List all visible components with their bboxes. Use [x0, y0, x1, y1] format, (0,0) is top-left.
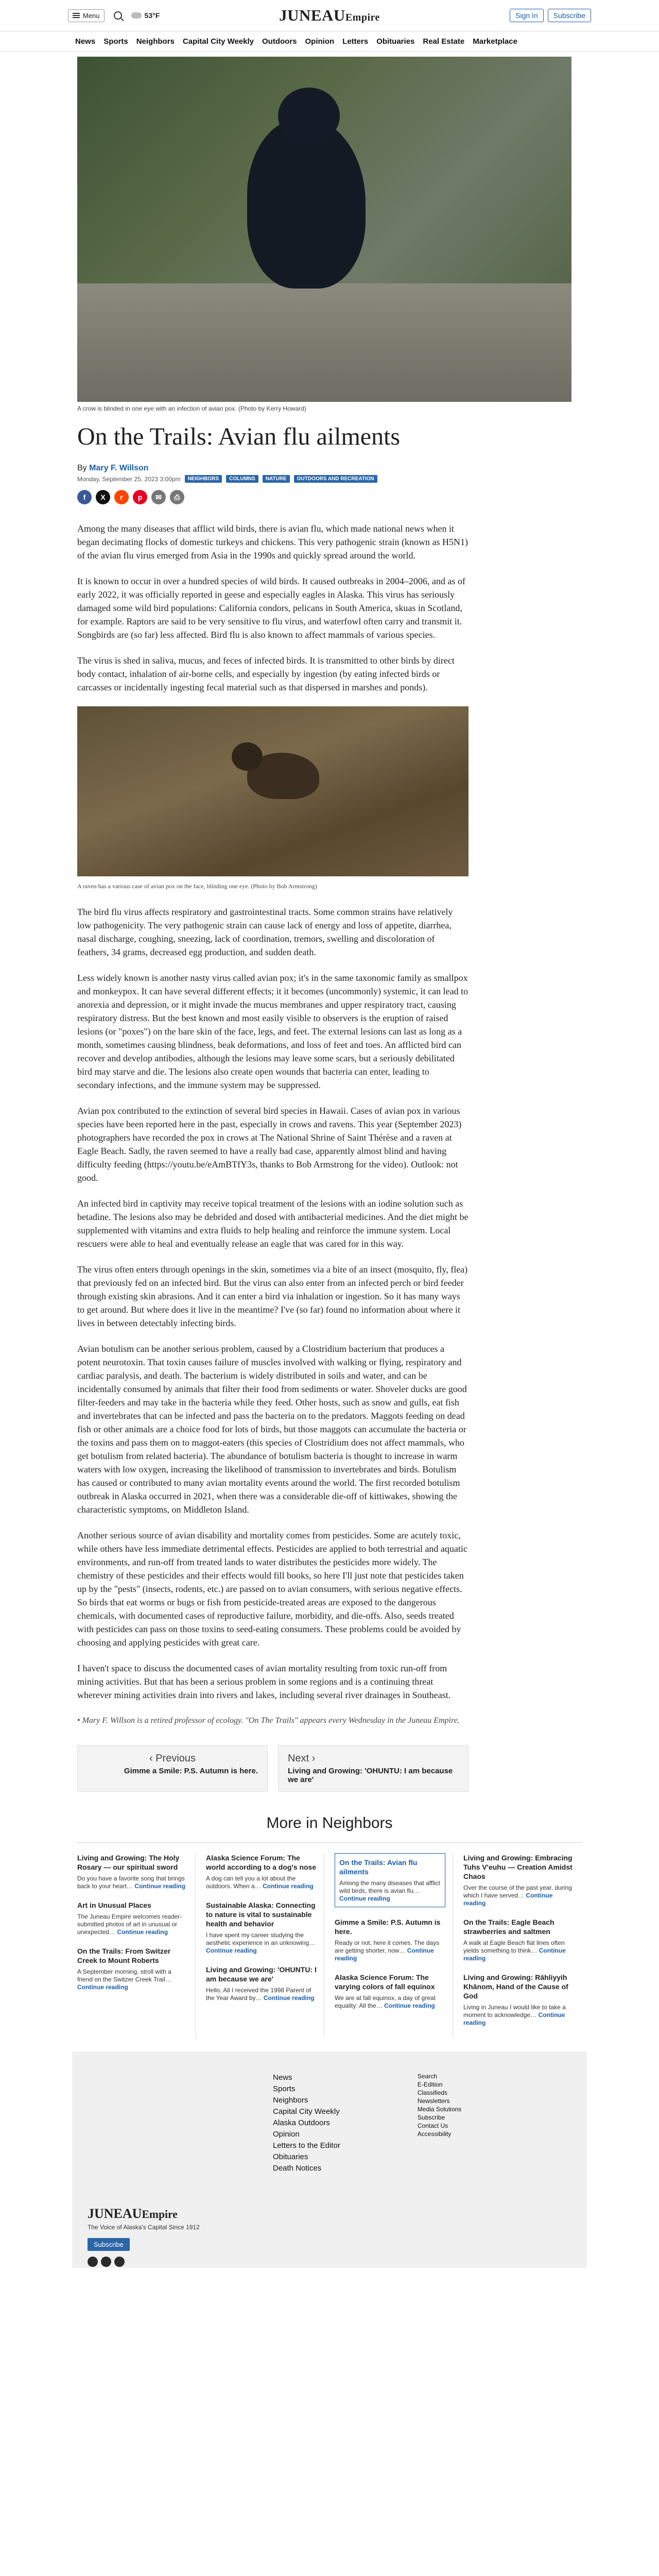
related-title[interactable]: On the Trails: Eagle Beach strawberries and saltmen [463, 1918, 554, 1936]
related-title[interactable]: Gimme a Smile: P.S. Autumn is here. [335, 1918, 441, 1936]
paragraph-group-a [77, 522, 469, 694]
related-text: A dog can tell you a lot about the outdoors. When a… [206, 1875, 296, 1890]
article-paragraph: Among the many diseases that afflict wild birds, there is avian flu, which made national news when it began decimating flocks of domestic turkeys and chickens. This very pathogenic strain (known as H5N1) of the avian flu virus emerged from Asia in the 1990s and quickly spread around the world. [77, 523, 468, 561]
related-card[interactable] [463, 1973, 575, 2027]
continue-reading-link[interactable]: Continue reading [384, 2002, 435, 2009]
x-twitter-icon[interactable] [101, 2257, 111, 2267]
photo-crow-head [278, 88, 340, 144]
tag-badge[interactable]: NEIGHBORS [185, 475, 222, 483]
related-title[interactable]: Living and Growing: Embracing Tuhs V'euhu — Creation Amidst Chaos [463, 1854, 573, 1880]
continue-reading-link[interactable]: Continue reading [263, 1883, 314, 1890]
article-paragraph: The virus is shed in saliva, mucus, and feces of infected birds. It is transmitted to other birds by direct body contact, inhalation of air-borne cells, and especially by ingestion (by eating infected birds or carcasses or incidentally ingesting fecal material such as that dispersed in marshes and ponds). [77, 655, 455, 692]
nav-item[interactable]: Obituaries [376, 37, 415, 46]
related-title[interactable]: Living and Growing: Rāhliyyih Khānom, Hand of the Cause of God [463, 1973, 568, 2000]
footer-link[interactable]: Contact Us [417, 2122, 448, 2129]
dateline [77, 475, 582, 483]
related-text: A walk at Eagle Beach flat lines often yields something to think… [463, 1939, 565, 1954]
related-text: Hello, All I received the 1998 Parent of the Year Award by… [206, 1987, 311, 2002]
sign-in-button[interactable]: Sign In [510, 9, 544, 22]
related-excerpt [77, 1875, 188, 1890]
article-paragraph: It is known to occur in over a hundred species of wild birds. It caused outbreaks in 2004–2006, and as of early 2022, it was officially reported in geese and especially eagles in Alaska. This virus has seriously damaged some wild bird populations: California condors, pelicans in South America, skuas in Scotland, for example. Raptors are said to be very sensitive to flu virus, and waterfowl often carry and transmit it. Songbirds are (so far) less affected. Bird flu is also known to affect mammals of various species. [77, 576, 465, 640]
footer-small-links [418, 2072, 461, 2174]
nav-item[interactable]: Letters [342, 37, 369, 46]
continue-reading-link[interactable]: Continue reading [463, 1947, 566, 1962]
article-paragraph: The bird flu virus affects respiratory and gastrointestinal tracts. Some common strains have relatively low pathogenicity. The very pathogenic strain can cause lack of energy and loss of appetite, diarrhea, nasal discharge, coughing, sneezing, lack of coordination, tremors, swelling and discoloration of feathers, 34 grams, decreased egg production, and sudden death. [77, 907, 453, 957]
footer-link[interactable]: Subscribe [417, 2114, 445, 2121]
footer-link[interactable]: Alaska Outdoors [273, 2119, 330, 2127]
related-title[interactable]: On the Trails: Avian flu ailments [339, 1858, 418, 1876]
site-logo[interactable] [279, 6, 380, 25]
publish-date: Monday, September 25, 2023 3:00pm [77, 475, 181, 483]
footer-link[interactable]: Media Solutions [417, 2106, 462, 2113]
article-paragraph: An infected bird in captivity may receive topical treatment of the lesions with an iodine solution such as betadine. The lesions also may be debrided and dosed with antibacterial medicines. And the diet might be supplemented with vitamins and extra fluids to help healing and reinforce the immune system. Local rescuers were able to heal and eventually release an eagle that was cared for in this way. [77, 1198, 469, 1249]
top-bar [0, 0, 659, 31]
related-card[interactable] [335, 1973, 445, 2010]
continue-reading-link[interactable]: Continue reading [335, 1947, 434, 1962]
pinterest-icon[interactable]: p [133, 490, 147, 504]
article-paragraph: Less widely known is another nasty virus called avian pox; it's in the same taxonomic family as smallpox and monkeypox. It can have several different effects; it it becomes (uncommonly) systemic, it can lead to anorexia and depression, or it might invade the mucus membranes and upper respiratory tract, causing respiratory distress. But the best known and most easily visible to observers is the eruption of raised lesions (or "poxes") on the bare skin of the face, legs, and feet. The external lesions can last as long as a month, sometimes causing blindness, beak deformations, and loss of feet and toes. An afflicted bird can recover and develop antibodies, although the lesions may leave some scars, but a seriously debilitated bird may starve and die. The lesions also create open wounds that bacteria can enter, leading to secondary infections, and the immune system may be suppressed. [77, 973, 469, 1090]
footer-social [88, 2257, 125, 2267]
nav-item[interactable]: News [75, 37, 96, 46]
footer-link[interactable]: Opinion [273, 2130, 300, 2139]
related-title[interactable]: On the Trails: From Switzer Creek to Mount Roberts [77, 1947, 171, 1964]
more-grid [77, 1842, 582, 2037]
related-text: Over the course of the past year, during which I have served… [463, 1884, 572, 1899]
article-body [77, 522, 469, 1727]
related-text: We are at fall equinox, a day of great equality: All the… [335, 1994, 436, 2009]
footer-link[interactable]: Neighbors [273, 2096, 308, 2105]
tag-badge[interactable]: OUTDOORS AND RECREATION [294, 475, 377, 483]
more-column [335, 1853, 453, 2037]
related-excerpt [206, 1931, 317, 1955]
continue-reading-link[interactable]: Continue reading [77, 1984, 128, 1991]
next-label: Next › [288, 1753, 316, 1764]
byline [77, 464, 582, 473]
related-text: A September morning, stroll with a friend on the Switzer Creek Trail… [77, 1968, 171, 1983]
more-in-section [72, 1815, 587, 2037]
related-card[interactable] [463, 1853, 575, 1907]
footer-main-links [273, 2072, 340, 2174]
footer-link[interactable]: Capital City Weekly [273, 2107, 340, 2116]
inline-photo [77, 706, 469, 876]
author-signature: • Mary F. Willson is a retired professor of ecology. "On The Trails" appears every Wednesday in the Juneau Empire. [77, 1716, 460, 1725]
related-card[interactable] [206, 1901, 317, 1955]
related-text: Do you have a favorite song that brings back to your heart… [77, 1875, 185, 1890]
main-nav [0, 31, 659, 52]
nav-item[interactable]: Sports [103, 37, 128, 46]
continue-reading-link[interactable]: Continue reading [134, 1883, 186, 1890]
related-card[interactable] [77, 1853, 188, 1890]
email-icon[interactable]: ✉ [151, 490, 166, 504]
next-title: Living and Growing: 'OHUNTU: I am because we are' [288, 1767, 453, 1784]
continue-reading-link[interactable]: Continue reading [339, 1895, 390, 1902]
footer-links [273, 2072, 571, 2174]
weather-widget[interactable] [131, 11, 160, 20]
byline-prefix: By [77, 464, 87, 472]
nav-item[interactable]: Outdoors [262, 37, 297, 46]
related-text: Among the many diseases that afflict wild birds, there is avian flu… [339, 1879, 440, 1894]
related-text: The Juneau Empire welcomes reader-submitted photos of art in unusual or unexpected… [77, 1913, 182, 1936]
related-excerpt [206, 1987, 317, 2002]
nav-item[interactable]: Marketplace [473, 37, 517, 46]
continue-reading-link[interactable]: Continue reading [206, 1947, 257, 1954]
footer-link[interactable]: Obituaries [273, 2153, 308, 2161]
nav-item[interactable]: Neighbors [136, 37, 175, 46]
footer-link[interactable]: Accessibility [417, 2130, 452, 2138]
related-text: Ready or not, here it comes. The days are getting shorter, now… [335, 1939, 440, 1954]
tag-badge[interactable]: NATURE [263, 475, 290, 483]
site-footer [72, 2052, 587, 2268]
footer-link[interactable]: Death Notices [273, 2164, 322, 2173]
nav-item[interactable]: Opinion [305, 37, 335, 46]
continue-reading-link[interactable]: Continue reading [117, 1928, 168, 1936]
footer-subscribe-button[interactable]: Subscribe [88, 2238, 130, 2251]
inline-caption: A raven has a various case of avian pox on the face, blinding one eye. (Photo by Bob Armstrong) [77, 883, 317, 890]
footer-link[interactable]: News [273, 2073, 292, 2082]
footer-link[interactable]: Newsletters [417, 2097, 450, 2105]
photo-railing [77, 283, 571, 402]
logo-main: JUNEAU [279, 6, 345, 24]
article-paragraph: Another serious source of avian disability and mortality comes from pesticides. Some are acutely toxic, while others have less immediate detrimental effects. Pesticides are applied to both terrestrial and aquatic environments, and run-off from treated lands to water distributes the pesticides more widely. The chemistry of these pesticides and their effects would fill books, so here I'll just note that pesticides taken up by the "pests" (insects, rodents, etc.) are passed on to avian consumers, with serious negative effects. So birds that eat worms or bugs or fish from pesticide-treated areas are exposed to the dangerous chemicals, with documented cases of reproductive failure, morbidity, and die-offs. Also, seeds treated with pesticides can pass on those toxins to seed-eating consumers. These problems could be avoided by choosing and applying pesticides with great care. [77, 1530, 467, 1648]
related-excerpt [463, 1884, 575, 1907]
reddit-icon[interactable]: r [114, 490, 129, 504]
footer-link[interactable]: Sports [273, 2084, 296, 2093]
more-column [463, 1853, 582, 2037]
prev-next-nav [77, 1745, 469, 1792]
auth-buttons [510, 9, 591, 22]
nav-item[interactable]: Real Estate [423, 37, 465, 46]
author-link[interactable]: Mary F. Willson [89, 464, 149, 472]
related-card[interactable] [335, 1918, 445, 1962]
site-header [0, 0, 659, 52]
temperature: 53°F [144, 11, 160, 20]
continue-reading-link[interactable]: Continue reading [463, 1892, 553, 1907]
related-excerpt [206, 1875, 317, 1890]
footer-link[interactable]: Letters to the Editor [273, 2141, 340, 2150]
related-excerpt [463, 2004, 575, 2027]
logo-small: Empire [345, 12, 380, 23]
search-icon[interactable] [114, 11, 122, 20]
footer-logo[interactable] [88, 2206, 178, 2222]
article [72, 57, 587, 1792]
related-card[interactable] [77, 1946, 188, 1991]
footer-link[interactable]: E-Edition [417, 2081, 443, 2088]
related-card[interactable] [335, 1853, 445, 1907]
facebook-icon[interactable] [88, 2257, 98, 2267]
facebook-icon[interactable]: f [77, 490, 92, 504]
related-card[interactable] [77, 1901, 188, 1936]
more-column [77, 1853, 196, 2037]
x-twitter-icon[interactable]: X [96, 490, 110, 504]
paragraph-group-b [77, 905, 469, 1702]
print-icon[interactable]: ⎙ [170, 490, 184, 504]
hamburger-icon [73, 13, 80, 18]
related-card[interactable] [206, 1853, 317, 1890]
related-title[interactable]: Living and Growing: 'OHUNTU: I am because we are' [206, 1965, 317, 1983]
menu-label: Menu [83, 11, 100, 20]
related-title[interactable]: Alaska Science Forum: The varying colors of fall equinox [335, 1973, 435, 1991]
section-title: More in Neighbors [266, 1815, 393, 1832]
related-excerpt [335, 1939, 445, 1962]
related-title[interactable]: Sustainable Alaska: Connecting to nature is vital to sustainable health and behavior [206, 1901, 316, 1928]
more-column [206, 1853, 324, 2037]
hero-photo [77, 57, 571, 402]
related-excerpt [77, 1913, 188, 1936]
footer-link[interactable]: Classifieds [417, 2089, 447, 2096]
related-text: I have spent my career studying the aesthetic experience in an unknowing… [206, 1931, 316, 1946]
previous-label: ‹ Previous [149, 1753, 196, 1764]
instagram-icon[interactable] [114, 2257, 125, 2267]
previous-title: Gimme a Smile: P.S. Autumn is here. [124, 1767, 258, 1775]
previous-article-link[interactable] [77, 1745, 268, 1792]
related-card[interactable] [463, 1918, 575, 1962]
cloud-icon [131, 12, 142, 19]
footer-link[interactable]: Search [417, 2073, 437, 2080]
page-title: On the Trails: Avian flu ailments [77, 423, 401, 450]
hero-caption: A crow is blinded in one eye with an infection of avian pox. (Photo by Kerry Howard) [77, 405, 306, 412]
related-title[interactable]: Living and Growing: The Holy Rosary — our spiritual sword [77, 1854, 180, 1871]
nav-item[interactable]: Capital City Weekly [182, 37, 254, 46]
related-title[interactable]: Art in Unusual Places [77, 1901, 151, 1909]
next-article-link[interactable] [278, 1745, 469, 1792]
related-card[interactable] [206, 1965, 317, 2002]
related-title[interactable]: Alaska Science Forum: The world according to a dog's nose [206, 1854, 317, 1871]
continue-reading-link[interactable]: Continue reading [263, 1994, 315, 2002]
menu-button[interactable] [68, 9, 105, 22]
share-bar [77, 490, 582, 504]
related-excerpt [339, 1879, 441, 1903]
subscribe-button[interactable]: Subscribe [548, 9, 591, 22]
related-text: Living in Juneau I would like to take a moment to acknowledge… [463, 2004, 566, 2019]
article-paragraph: Avian botulism can be another serious problem, caused by a Clostridium bacterium that produces a potent neurotoxin. That toxin causes failure of muscles involved with walking or flying, respiratory and cardiac paralysis, and death. The bacterium is widely distributed in soils and water, and can be incidentally consumed by animals that filter their food from sediments or water. Shoveler ducks are good filter-feeders and may take in the bacteria while they feed. Other hosts, such as snow and gulls, eat fish and invertebrates that can be infected and pass the bacteria on to the predators. Maggots feeding on dead fish or other animals are a choice food for lots of birds, but those maggots can accumulate the bacteria or the toxins and pass them on to maggot-eaters (this species of Clostridium does not affect mammals, who get botulism from related bacteria). The abundance of botulism bacteria is thought to increase in warm waters with low oxygen, increasing the likelihood of transmission to invertebrates and birds. Botulism has caused or contributed to many avian mortality events around the world. The first recorded botulism outbreak in Alaska occurred in 2021, when there was a considerable die-off of kittiwakes, showing the characteristic symptoms, on Middleton Island. [77, 1344, 467, 1515]
footer-logo-main: JUNEAU [88, 2206, 142, 2221]
related-excerpt [463, 1939, 575, 1962]
footer-logo-small: Empire [142, 2208, 178, 2221]
article-paragraph: The virus often enters through openings in the skin, sometimes via a bite of an insect (mosquito, fly, flea) that previously fed on an infected bird. But the virus can also enter from an infected perch or bird feeder through existing skin abrasions. And it can enter a bird via inhalation or ingestion. So it has many ways to get around. But where does it live in the meantime? I've (so far) found no information about where it lives in between detectably infecting birds. [77, 1264, 468, 1328]
related-excerpt [335, 1994, 445, 2010]
article-paragraph: Avian pox contributed to the extinction of several bird species in Hawaii. Cases of avian pox in various species have been reported here in the past, especially in crows and ravens. This year (September 2023) photographers have recorded the pox in crows at The National Shrine of Saint Thérèse and a raven at Eagle Beach. Sadly, the raven seemed to have a really bad case, apparently almost blind and having difficulty feeding (https://youtu.be/eAmBTfY3s, thanks to Bob Armstrong for the video). Outlook: not good. [77, 1106, 462, 1183]
tag-badge[interactable]: COLUMNS [226, 475, 258, 483]
continue-reading-link[interactable]: Continue reading [463, 2011, 565, 2026]
photo-bird-head [232, 742, 263, 771]
footer-tagline: The Voice of Alaska's Capital Since 1912 [88, 2224, 200, 2231]
related-excerpt [77, 1968, 188, 1991]
article-paragraph: I haven't space to discuss the documented cases of avian mortality resulting from toxic run-off from mining activities. But that has been a serious problem in some regions and is a continuing threat wherever mining activities drain into rivers and lakes, including several river drainages in Southeast. [77, 1663, 451, 1700]
